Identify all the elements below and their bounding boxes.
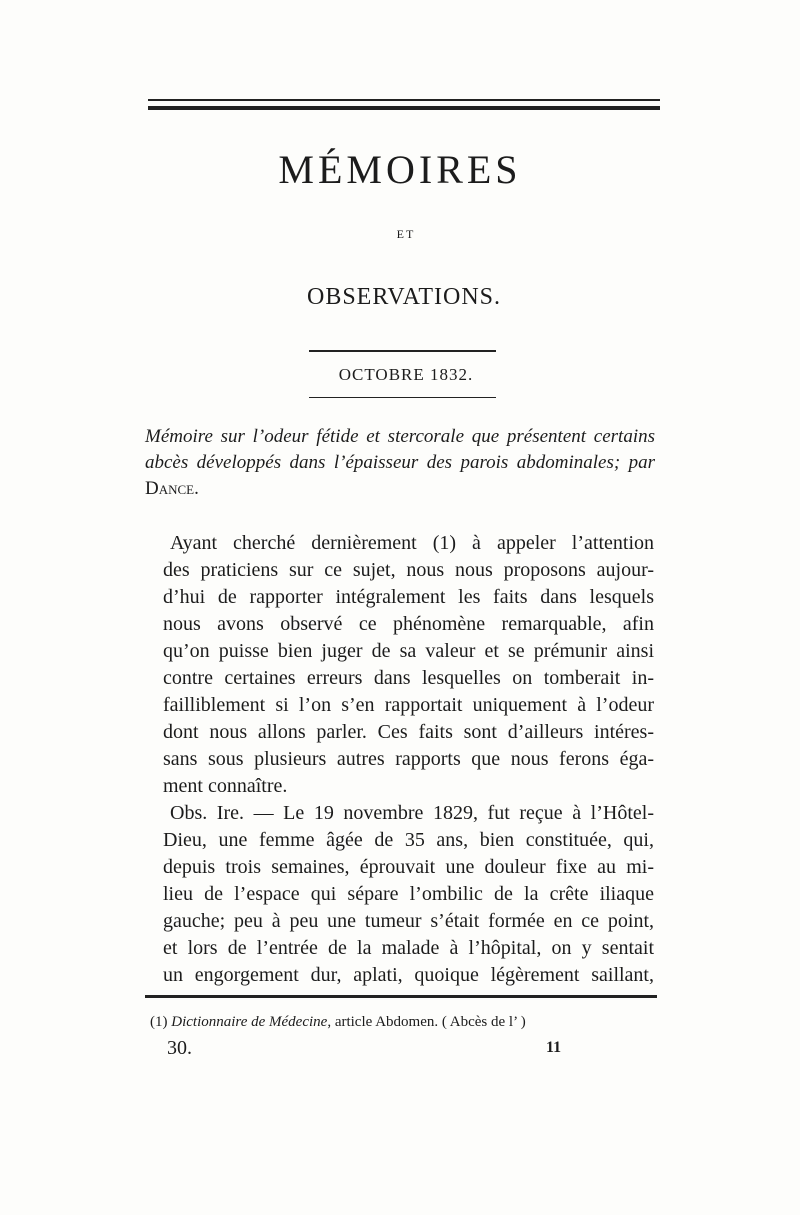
date-rule-bottom — [309, 397, 496, 398]
volume-number: 30. — [167, 1037, 192, 1059]
memoire-title — [145, 424, 655, 502]
date-rule-top — [309, 350, 496, 352]
body-line: sans sous plusieurs autres rapports que nous ferons éga- — [163, 748, 654, 770]
body-line: qu’on puisse bien juger de sa valeur et se prémunir ainsi — [163, 640, 654, 662]
signature-mark: 11 — [546, 1039, 562, 1056]
body-line: ment connaître. — [163, 775, 288, 797]
header-rule-bottom — [148, 106, 660, 110]
body-line: Ayant cherché dernièrement (1) à appeler l’attention — [170, 532, 654, 554]
conjunction-label: ET — [396, 227, 416, 241]
header-rule-top — [148, 99, 660, 101]
footnote-source: Dictionnaire de Médecine — [171, 1014, 328, 1030]
footnote-rest: , article Abdomen. ( Abcès de l’ ) — [327, 1014, 526, 1030]
body-line: des praticiens sur ce sujet, nous nous proposons aujour- — [163, 559, 654, 581]
memoire-title-text: Mémoire sur l’odeur fétide et stercorale que présentent certains abcès développés dans l’épaisseur des parois abdominales; par — [145, 426, 655, 473]
body-line: nous avons observé ce phénomène remarquable, afin — [163, 613, 654, 635]
body-line: un engorgement dur, aplati, quoique légèrement saillant, — [163, 964, 654, 986]
body-line: d’hui de rapporter intégralement les faits dans lesquels — [163, 586, 654, 608]
page-title: MÉMOIRES — [278, 147, 522, 192]
body-line: dont nous allons parler. Ces faits sont d’ailleurs intéres- — [163, 721, 654, 743]
body-line: Dieu, une femme âgée de 35 ans, bien constituée, qui, — [163, 829, 654, 851]
body-line: contre certaines erreurs dans lesquelles on tomberait in- — [163, 667, 654, 689]
footnote-rule — [145, 995, 657, 998]
body-line: et lors de l’entrée de la malade à l’hôpital, on y sentait — [163, 937, 654, 959]
body-line: failliblement si l’on s’en rapportait uniquement à l’odeur — [163, 694, 654, 716]
memoire-author: Dance. — [145, 478, 199, 499]
body-line: lieu de l’espace qui sépare l’ombilic de la crête iliaque — [163, 883, 654, 905]
footnote-marker: (1) — [150, 1014, 168, 1030]
body-line: depuis trois semaines, éprouvait une douleur fixe au mi- — [163, 856, 654, 878]
body-line: gauche; peu à peu une tumeur s’était formée en ce point, — [163, 910, 654, 932]
page-subtitle: OBSERVATIONS. — [306, 284, 501, 310]
footnote — [150, 1012, 650, 1032]
date-heading: OCTOBRE 1832. — [338, 365, 474, 384]
body-line: Obs. Ire. — Le 19 novembre 1829, fut reçue à l’Hôtel- — [170, 802, 654, 824]
